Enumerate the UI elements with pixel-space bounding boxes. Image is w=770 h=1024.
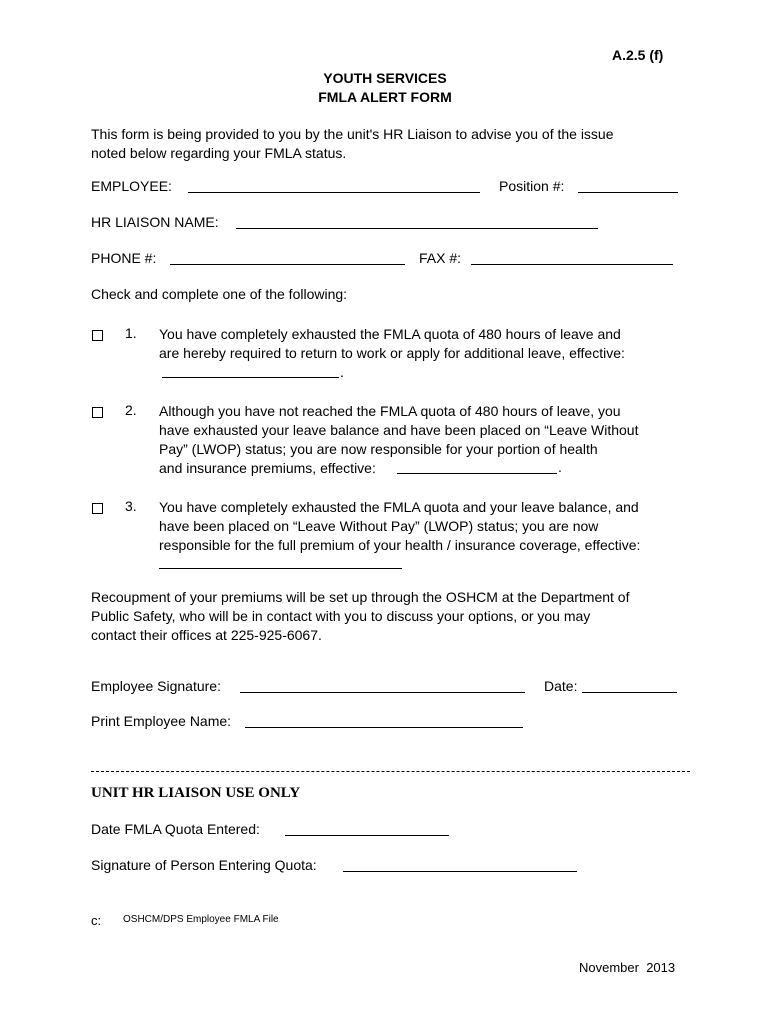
fax-field[interactable] <box>471 264 673 265</box>
option-1-effective-field[interactable] <box>162 377 339 378</box>
option-2-checkbox[interactable] <box>92 407 103 418</box>
option-1-line-2: are hereby required to return to work or apply for additional leave, effective: <box>159 345 625 361</box>
position-label: Position #: <box>499 178 565 194</box>
option-3-number: 3. <box>125 498 137 514</box>
form-title-line1: YOUTH SERVICES <box>323 70 447 86</box>
option-2-line-2: have exhausted your leave balance and have been placed on “Leave Without <box>159 422 639 438</box>
intro-line-1: This form is being provided to you by the unit's HR Liaison to advise you of the issue <box>91 126 614 142</box>
option-1-checkbox[interactable] <box>92 330 103 341</box>
employee-signature-field[interactable] <box>240 692 525 693</box>
option-1-period: . <box>340 364 344 380</box>
recoupment-line-1: Recoupment of your premiums will be set up through the OSHCM at the Department of <box>91 589 630 605</box>
quota-entered-field[interactable] <box>285 835 449 836</box>
check-instruction: Check and complete one of the following: <box>91 286 348 302</box>
date-label: Date: <box>544 678 578 694</box>
option-1-number: 1. <box>125 325 137 341</box>
position-field[interactable] <box>578 192 678 193</box>
form-code: A.2.5 (f) <box>612 47 664 63</box>
phone-field[interactable] <box>170 264 405 265</box>
recoupment-text <box>91 588 691 645</box>
hr-liaison-label: HR LIAISON NAME: <box>91 214 219 230</box>
option-2-effective-field[interactable] <box>397 473 557 474</box>
footer-date: November 2013 <box>579 960 676 975</box>
phone-label: PHONE #: <box>91 250 157 266</box>
option-1-line-1: You have completely exhausted the FMLA quota of 480 hours of leave and <box>159 326 621 342</box>
section-divider <box>91 771 690 772</box>
form-title-line2: FMLA ALERT FORM <box>318 89 452 105</box>
date-field[interactable] <box>582 692 677 693</box>
employee-field[interactable] <box>188 192 480 193</box>
liaison-heading: UNIT HR LIAISON USE ONLY <box>91 785 301 801</box>
hr-liaison-field[interactable] <box>236 228 598 229</box>
option-3-checkbox[interactable] <box>92 503 103 514</box>
option-3-line-2: have been placed on “Leave Without Pay” (LWOP) status; you are now <box>159 518 599 534</box>
option-2-line-4: and insurance premiums, effective: <box>159 460 376 476</box>
fax-label: FAX #: <box>419 250 462 266</box>
intro-line-2: noted below regarding your FMLA status. <box>91 145 347 161</box>
signature-entering-field[interactable] <box>343 871 577 872</box>
option-3-text <box>159 498 682 555</box>
print-name-field[interactable] <box>245 727 523 728</box>
option-3-line-3: responsible for the full premium of your health / insurance coverage, effective: <box>159 537 641 553</box>
employee-signature-label: Employee Signature: <box>91 678 221 694</box>
signature-entering-label: Signature of Person Entering Quota: <box>91 857 317 873</box>
option-2-period: . <box>558 459 562 475</box>
cc-text: OSHCM/DPS Employee FMLA File <box>123 914 279 925</box>
option-2-line-3: Pay” (LWOP) status; you are now responsible for your portion of health <box>159 441 598 457</box>
option-1-text <box>159 325 682 363</box>
cc-label: c: <box>91 913 102 928</box>
option-3-effective-field[interactable] <box>159 568 402 569</box>
employee-label: EMPLOYEE: <box>91 178 172 194</box>
intro-text <box>91 125 691 163</box>
option-2-number: 2. <box>125 402 137 418</box>
recoupment-line-3: contact their offices at 225-925-6067. <box>91 627 322 643</box>
quota-entered-label: Date FMLA Quota Entered: <box>91 821 260 837</box>
option-2-line-1: Although you have not reached the FMLA quota of 480 hours of leave, you <box>159 403 621 419</box>
option-2-text <box>159 402 682 478</box>
print-name-label: Print Employee Name: <box>91 713 232 729</box>
option-3-line-1: You have completely exhausted the FMLA quota and your leave balance, and <box>159 499 639 515</box>
recoupment-line-2: Public Safety, who will be in contact with you to discuss your options, or you may <box>91 608 591 624</box>
